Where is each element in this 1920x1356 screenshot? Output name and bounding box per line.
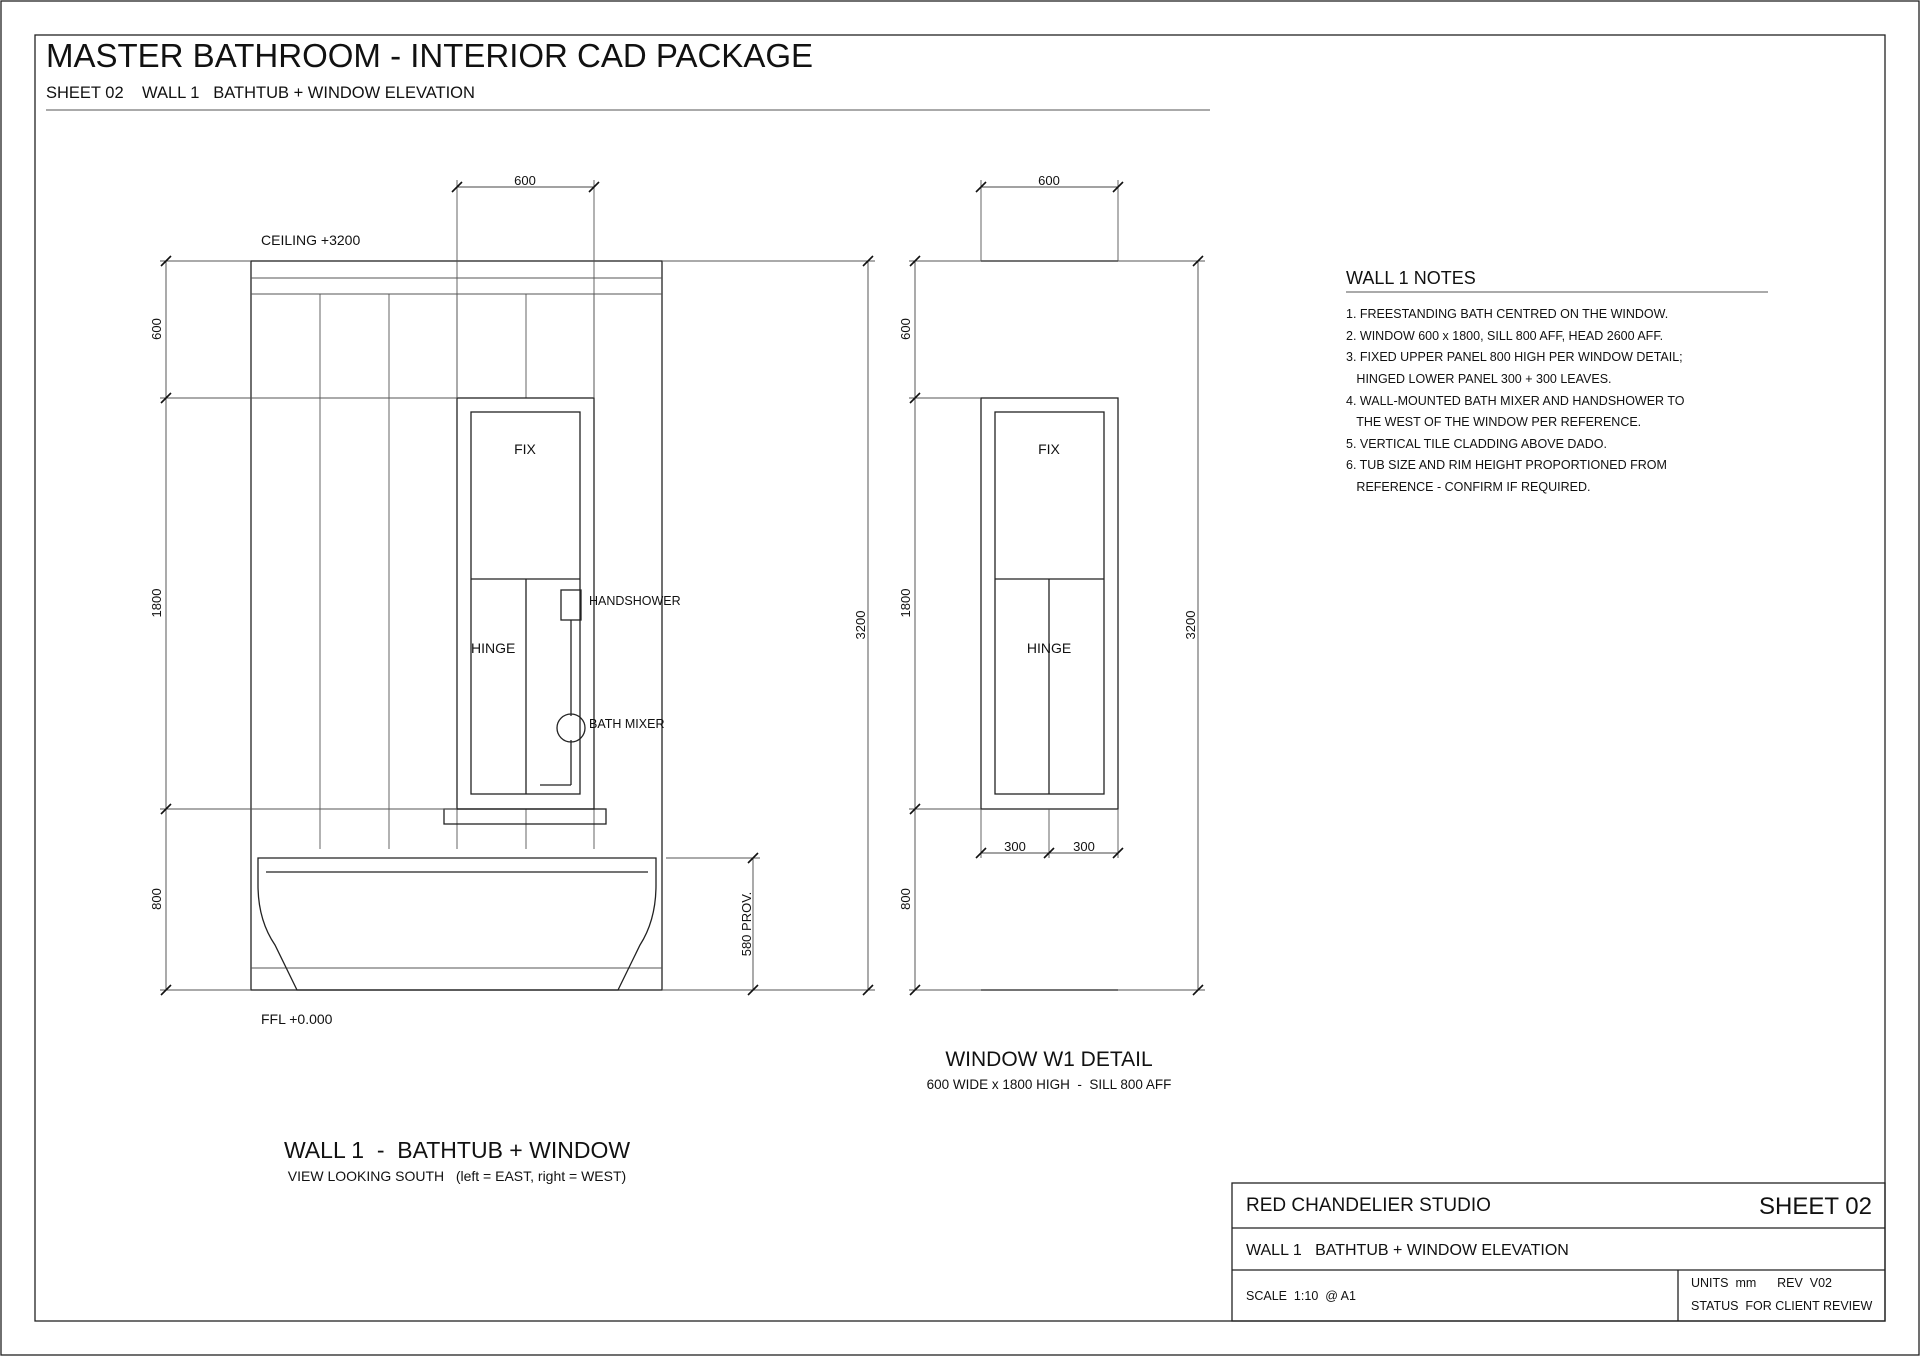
note-line: HINGED LOWER PANEL 300 + 300 LEAVES. — [1346, 372, 1612, 386]
note-line: 2. WINDOW 600 x 1800, SILL 800 AFF, HEAD 2600 AFF. — [1346, 329, 1664, 343]
bath-mixer-label: BATH MIXER — [589, 717, 665, 731]
drawing-title: MASTER BATHROOM - INTERIOR CAD PACKAGE — [46, 37, 814, 74]
ceiling-level-label: CEILING +3200 — [261, 232, 361, 248]
dim-window-text: 1800 — [149, 588, 164, 618]
title-block-units-rev: UNITS mm REV V02 — [1691, 1276, 1832, 1290]
detail-leaf-left-text: 300 — [1004, 839, 1026, 854]
drawing-frame — [35, 35, 1885, 1321]
window-detail — [898, 173, 1205, 1092]
notes-title: WALL 1 NOTES — [1346, 268, 1476, 288]
detail-dim-total-text: 3200 — [1183, 610, 1198, 640]
studio-name: RED CHANDELIER STUDIO — [1246, 1195, 1491, 1216]
detail-dim-sill-text: 800 — [898, 888, 913, 910]
detail-dim-window-text: 1800 — [898, 588, 913, 618]
title-block-status: STATUS FOR CLIENT REVIEW — [1691, 1299, 1873, 1313]
window-hinge-label: HINGE — [471, 640, 516, 656]
dim-sill-text: 800 — [149, 888, 164, 910]
note-line: REFERENCE - CONFIRM IF REQUIRED. — [1346, 480, 1591, 494]
title-block — [1232, 1183, 1885, 1321]
notes-panel — [1346, 268, 1768, 494]
title-block-drawing-title: WALL 1 BATHTUB + WINDOW ELEVATION — [1246, 1242, 1569, 1259]
note-line: 1. FREESTANDING BATH CENTRED ON THE WINDOW. — [1346, 307, 1669, 321]
note-line: 3. FIXED UPPER PANEL 800 HIGH PER WINDOW DETAIL; — [1346, 350, 1683, 364]
elevation-caption-sub: VIEW LOOKING SOUTH (left = EAST, right = WEST) — [287, 1168, 627, 1184]
dim-window-width-text: 600 — [514, 173, 536, 188]
detail-caption-sub: 600 WIDE x 1800 HIGH - SILL 800 AFF — [926, 1077, 1172, 1092]
detail-fix-label: FIX — [1038, 441, 1060, 457]
note-line: THE WEST OF THE WINDOW PER REFERENCE. — [1346, 415, 1642, 429]
title-block-scale: SCALE 1:10 @ A1 — [1246, 1289, 1356, 1303]
dim-rim-text: 580 PROV. — [739, 891, 754, 957]
drawing-subtitle: SHEET 02 WALL 1 BATHTUB + WINDOW ELEVATION — [46, 84, 475, 102]
detail-leaf-right-text: 300 — [1073, 839, 1095, 854]
wall-elevation — [149, 173, 875, 1184]
note-line: 4. WALL-MOUNTED BATH MIXER AND HANDSHOWER TO — [1346, 394, 1685, 408]
bathtub-outline — [258, 858, 656, 990]
elevation-caption-title: WALL 1 - BATHTUB + WINDOW — [283, 1137, 631, 1163]
note-line: 6. TUB SIZE AND RIM HEIGHT PROPORTIONED FROM — [1346, 458, 1667, 472]
handshower-label: HANDSHOWER — [589, 594, 681, 608]
detail-dim-upper-text: 600 — [898, 318, 913, 340]
detail-dim-width-text: 600 — [1038, 173, 1060, 188]
dim-total-text: 3200 — [853, 610, 868, 640]
window-sill — [444, 809, 606, 824]
ffl-level-label: FFL +0.000 — [261, 1011, 333, 1027]
window-fix-label: FIX — [514, 441, 536, 457]
sheet-number: SHEET 02 — [1759, 1193, 1872, 1220]
dim-upper-text: 600 — [149, 318, 164, 340]
note-line: 5. VERTICAL TILE CLADDING ABOVE DADO. — [1346, 437, 1607, 451]
detail-caption-title: WINDOW W1 DETAIL — [945, 1048, 1153, 1071]
detail-hinge-label: HINGE — [1026, 640, 1072, 656]
